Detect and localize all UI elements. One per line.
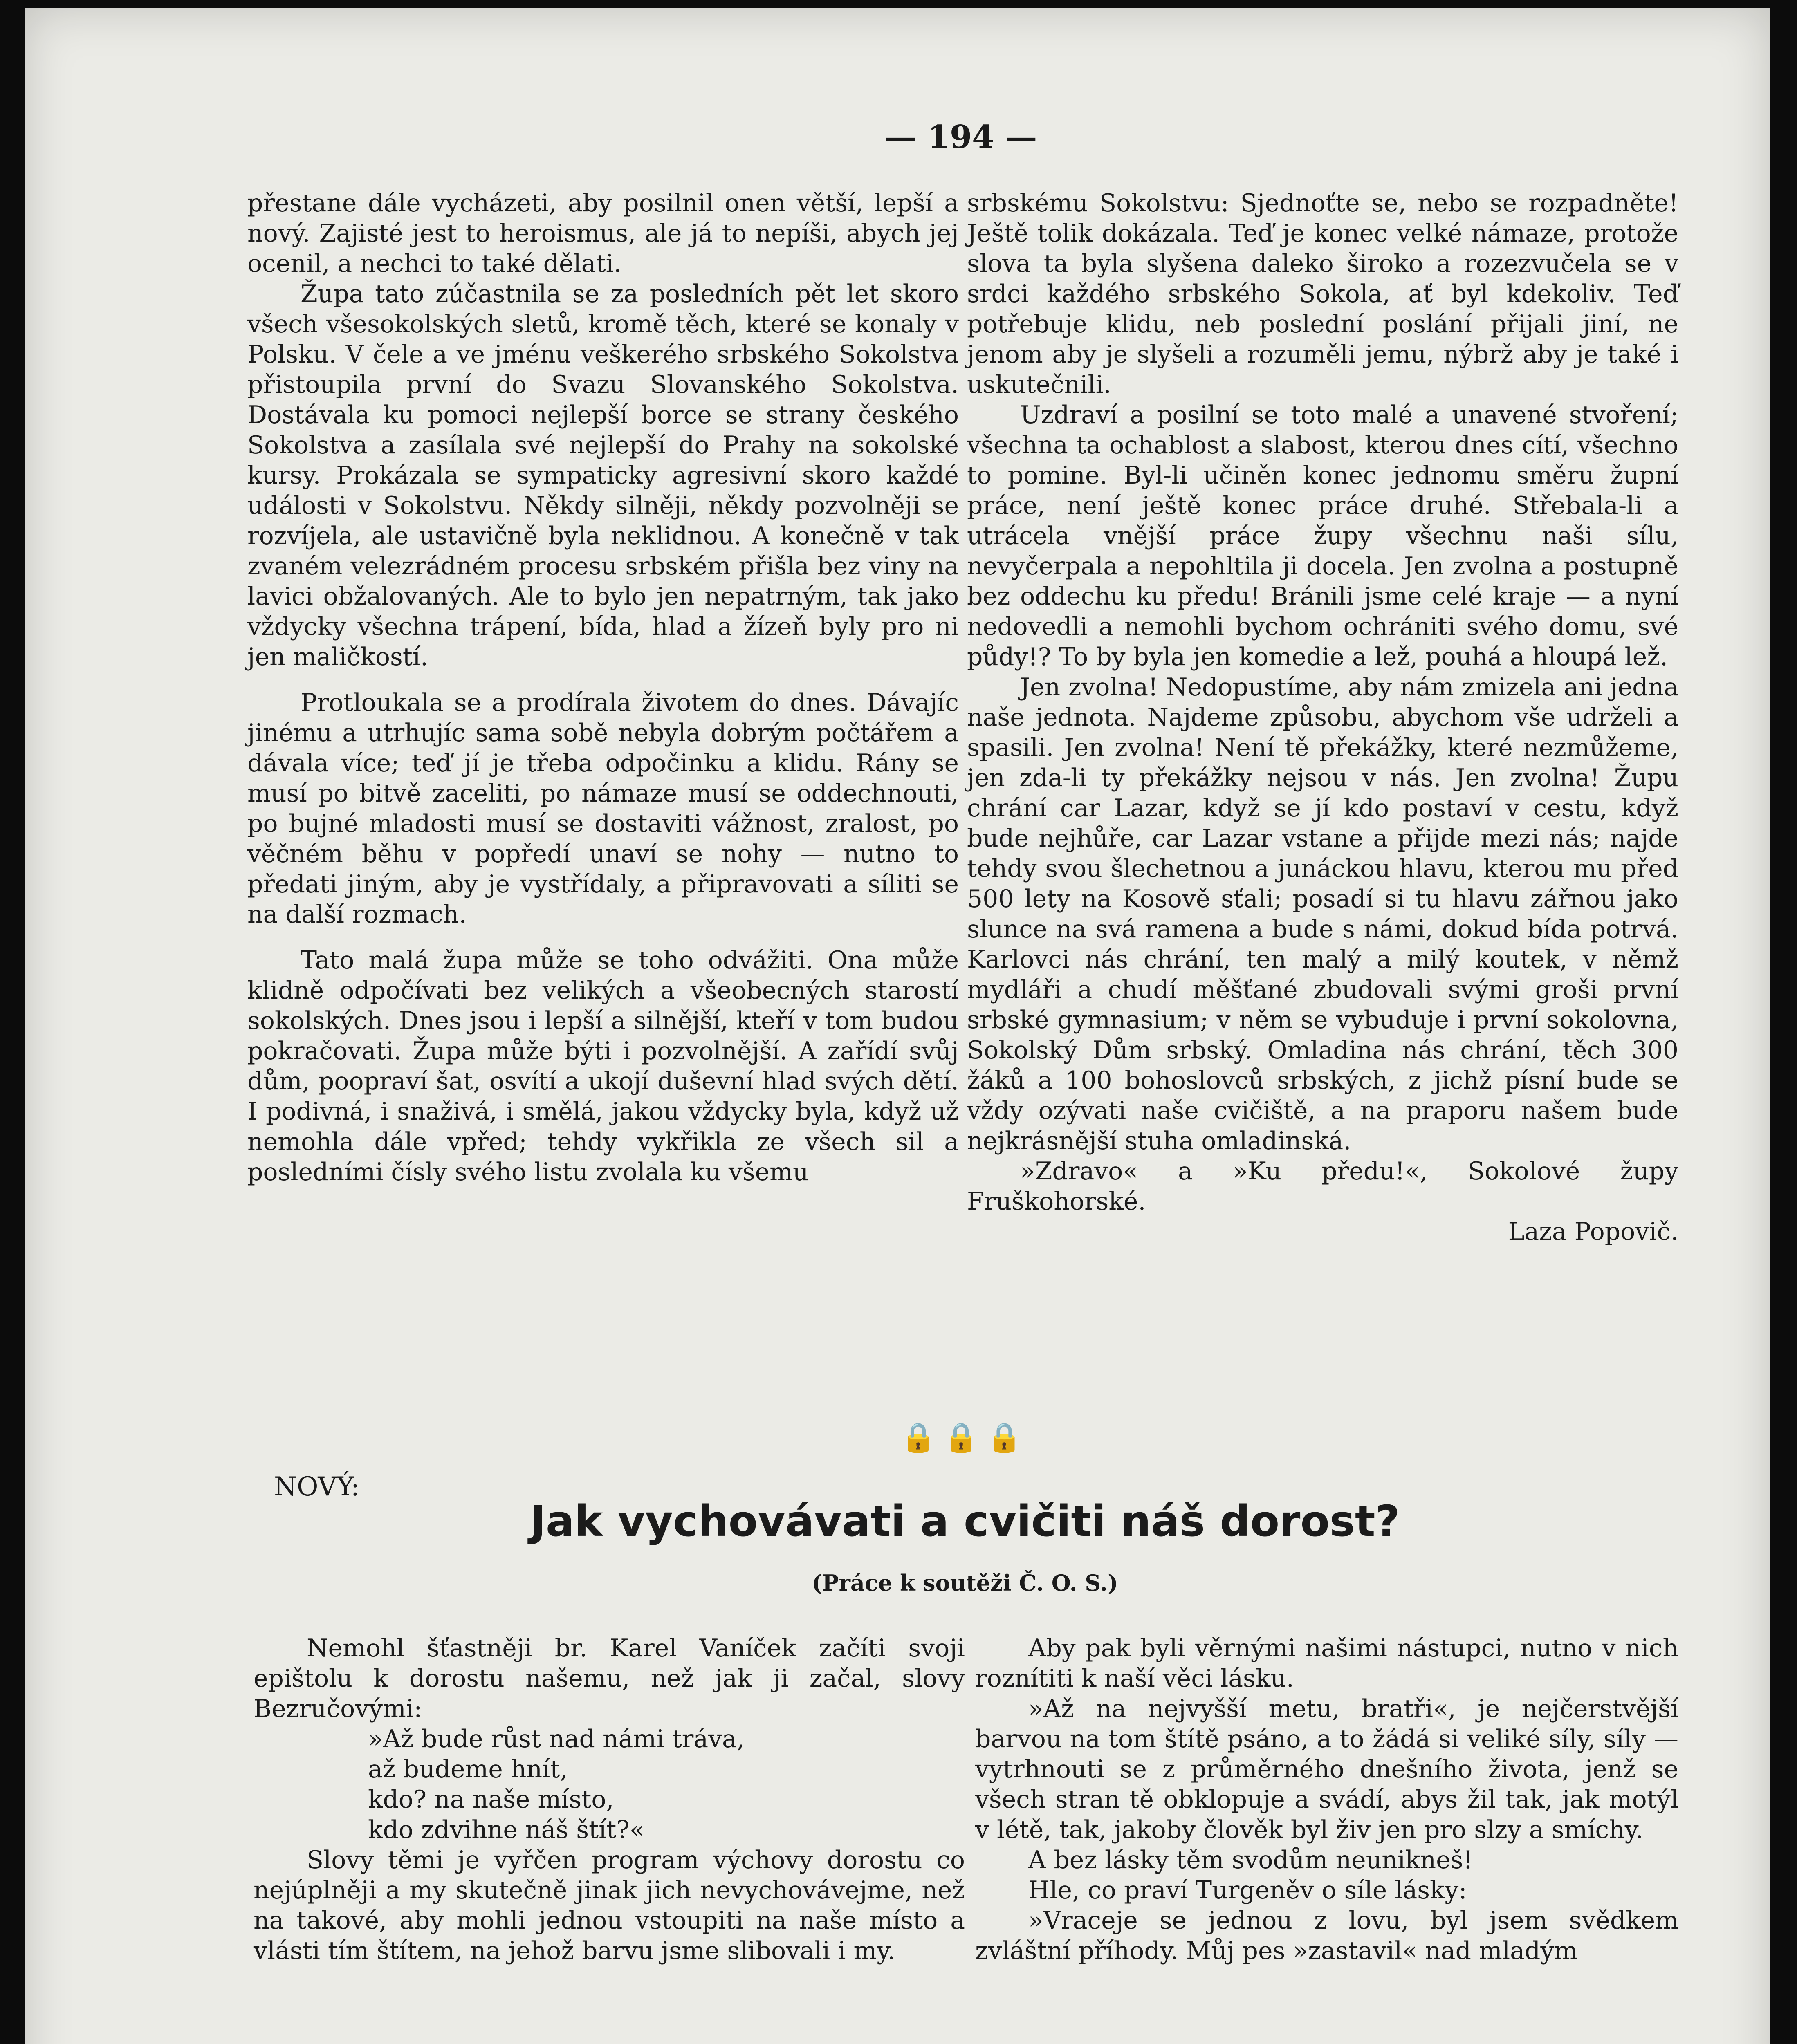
section-ornament: 🔒🔒🔒: [900, 1421, 1030, 1454]
paragraph: Tato malá župa může se toho odvážiti. Ona může klidně odpočívati bez velikých a všeobecných starostí sokolských. Dnes jsou i lepší a silnější, kteří v tom budou pokračovati. Župa může býti i pozvolnější. A zařídí svůj dům, poopraví šat, osvítí a ukojí duševní hlad svých dětí. I podivná, i snaživá, i smělá, jakou vždycky byla, když už nemohla dále vpřed; tehdy vykřikla ze všech sil a posledními čísly svého listu zvolala ku všemu: [247, 946, 959, 1186]
poem-line: kdo? na naše místo,: [368, 1785, 614, 1814]
bottom-right-column: [975, 1633, 1678, 1966]
paragraph: »Vraceje se jednou z lovu, byl jsem svědkem zvláštní příhody. Můj pes »zastavil« nad mladým: [975, 1906, 1678, 1965]
paragraph: Hle, co praví Turgeněv o síle lásky:: [1028, 1876, 1467, 1905]
section-label: NOVÝ:: [274, 1472, 360, 1502]
bottom-left-column: [254, 1633, 965, 1966]
top-left-column: [247, 188, 959, 1187]
poem-quote: [254, 1724, 965, 1845]
paragraph: »Zdravo« a »Ku předu!«, Sokolové župy Fruškohorské.: [967, 1157, 1678, 1216]
paragraph: Uzdraví a posilní se toto malé a unavené stvoření; všechna ta ochablost a slabost, kterou dnes cítí, všechno to pomine. Byl-li učiněn konec jednomu směru župní práce, není ještě konec práce druhé. Střebala-li a utrácela vnější práce župy všechnu naši sílu, nevyčerpala a nepohltila ji docela. Jen zvolna a postupně bez oddechu ku předu! Bránili jsme celé kraje — a nyní nedovedli a nemohli bychom ochrániti svého domu, své půdy!? To by byla jen komedie a lež, pouhá a hloupá lež.: [967, 401, 1678, 671]
top-right-column: [967, 188, 1678, 1247]
paragraph: Župa tato zúčastnila se za posledních pět let skoro všech všesokolských sletů, kromě těch, které se konaly v Polsku. V čele a ve jménu veškerého srbského Sokolstva přistoupila první do Svazu Slovanského Sokolstva. Dostávala ku pomoci nejlepší borce se strany českého Sokolstva a zasílala své nejlepší do Prahy na sokolské kursy. Prokázala se sympaticky agresivní skoro každé události v Sokolstvu. Někdy silněji, někdy pozvolněji se rozvíjela, ale ustavičně byla neklidnou. A konečně v tak zvaném velezrádném procesu srbském přišla bez viny na lavici obžalovaných. Ale to bylo jen nepatrným, tak jako vždycky všechna trápení, bída, hlad a žízeň byly pro ni jen maličkostí.: [247, 280, 959, 671]
poem-line: až budeme hnít,: [368, 1755, 568, 1784]
signature: [967, 1217, 1678, 1247]
scanned-page: [25, 8, 1770, 2044]
paragraph: srbskému Sokolstvu: Sjednoťte se, nebo se rozpadněte! Ještě tolik dokázala. Teď je konec velké námaze, protože slova ta byla slyšena daleko široko a rozezvučela se v srdci každého srbského Sokola, ať byl kdekoliv. Teď potřebuje klidu, neb poslední poslání přijali jiní, ne jenom aby je slyšeli a rozuměli jemu, nýbrž aby je také i uskutečnili.: [967, 189, 1678, 399]
paragraph: Slovy těmi je vyřčen program výchovy dorostu co nejúplněji a my skutečně jinak jich nevychovávejme, než na takové, aby mohli jednou vstoupiti na naše místo a vlásti tím štítem, na jehož barvu jsme slibovali i my.: [254, 1846, 965, 1965]
paragraph: »Až na nejvyšší metu, bratři«, je nejčerstvější barvou na tom štítě psáno, a to žádá si veliké síly, síly — vytrhnouti se z průměrného dnešního života, jenž se všech stran tě obklopuje a svádí, abys žil tak, jak motýl v létě, tak, jakoby člověk byl živ jen pro slzy a smíchy.: [975, 1694, 1678, 1844]
poem-line: »Až bude růst nad námi tráva,: [368, 1725, 745, 1753]
poem-line: kdo zdvihne náš štít?«: [368, 1815, 645, 1844]
paragraph: Nemohl šťastněji br. Karel Vaníček začíti svoji epištolu k dorostu našemu, než jak ji začal, slovy Bezručovými:: [254, 1634, 965, 1723]
paragraph: přestane dále vycházeti, aby posilnil onen větší, lepší a nový. Zajisté jest to heroismus, ale já to nepíši, abych jej ocenil, a nechci to také dělati.: [247, 189, 959, 278]
paragraph: Jen zvolna! Nedopustíme, aby nám zmizela ani jedna naše jednota. Najdeme způsobu, abychom vše udrželi a spasili. Jen zvolna! Není tě překážky, které nezmůžeme, jen zda-li ty překážky nejsou v nás. Jen zvolna! Župu chrání car Lazar, když se jí kdo postaví v cestu, když bude nejhůře, car Lazar vstane a přijde mezi nás; najde tehdy svou šlechetnou a junáckou hlavu, kterou mu před 500 lety na Kosově sťali; posadí si tu hlavu zářnou jako slunce na svá ramena a bude s námi, dokud bída potrvá. Karlovci nás chrání, ten malý a milý koutek, v němž mydláři a chudí měšťané zbudovali svými groši první srbské gymnasium; v něm se vybuduje i první sokolovna, Sokolský Dům srbský. Omladina nás chrání, těch 300 žáků a 100 bohoslovců srbských, z jichž písní bude se vždy ozývati naše cvičiště, a na praporu našem bude nejkrásnější stuha omladinská.: [967, 673, 1678, 1155]
paragraph: A bez lásky těm svodům neunikneš!: [1028, 1846, 1473, 1874]
signature-author: Laza Popovič.: [1508, 1217, 1678, 1246]
article-title: Jak vychovávati a cvičiti náš dorost?: [530, 1496, 1400, 1546]
paragraph: Aby pak byli věrnými našimi nástupci, nutno v nich roznítiti k naší věci lásku.: [975, 1634, 1678, 1693]
article-subtitle: (Práce k soutěži Č. O. S.): [812, 1570, 1118, 1596]
paragraph: Protloukala se a prodírala životem do dnes. Dávajíc jinému a utrhujíc sama sobě nebyla dobrým počtářem a dávala více; teď jí je třeba odpočinku a klidu. Rány se musí po bitvě zaceliti, po námaze musí se oddechnouti, po bujné mladosti musí se dostaviti vážnost, zralost, po věčném běhu v popředí unaví se nohy — nutno to předati jiným, aby je vystřídaly, a připravovati a síliti se na další rozmach.: [247, 688, 959, 929]
page-number: — 194 —: [884, 119, 1037, 156]
